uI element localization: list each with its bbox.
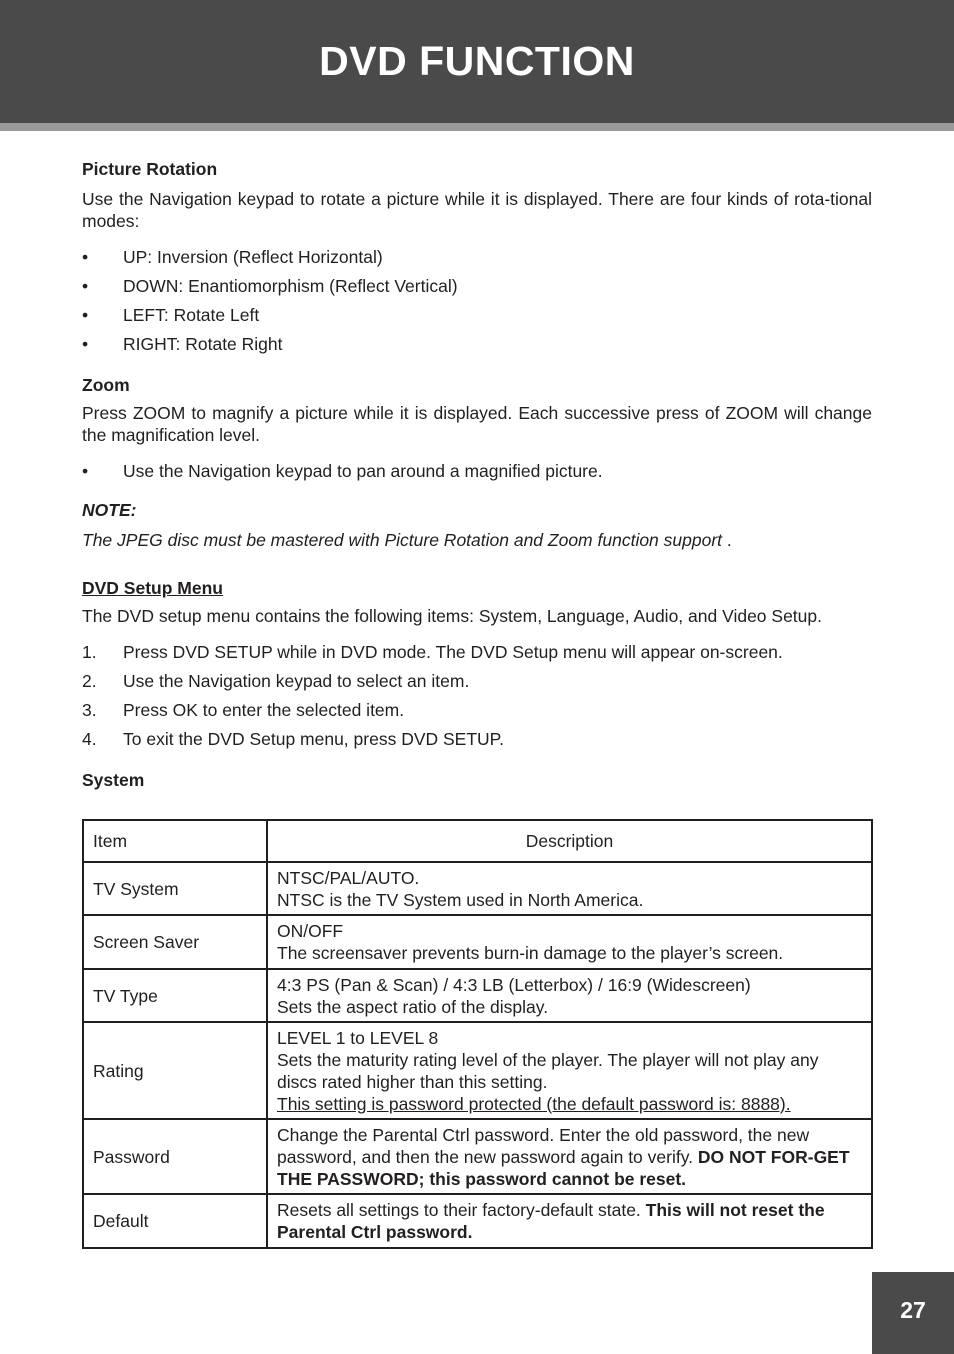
- column-header-item: Item: [83, 820, 267, 862]
- row-description: ON/OFF The screensaver prevents burn-in damage to the player’s screen.: [267, 915, 872, 969]
- table-row: [83, 1119, 872, 1194]
- table-header-row: [83, 820, 872, 862]
- list-item: 2. Use the Navigation keypad to select an item.: [82, 671, 470, 691]
- note-label: NOTE:: [82, 500, 137, 520]
- list-item: • RIGHT: Rotate Right: [82, 334, 283, 354]
- list-item: • Use the Navigation keypad to pan around a magnified picture.: [82, 461, 603, 481]
- list-item: 4. To exit the DVD Setup menu, press DVD SETUP.: [82, 729, 504, 749]
- setup-steps: [82, 641, 872, 757]
- page-number: 27: [872, 1272, 954, 1354]
- row-item: Rating: [83, 1022, 267, 1119]
- row-item: TV Type: [83, 969, 267, 1022]
- section-heading-zoom: Zoom: [82, 375, 130, 395]
- rotation-body: Use the Navigation keypad to rotate a picture while it is displayed. There are four kinds of rota-tional modes:: [82, 189, 872, 231]
- section-heading-system: System: [82, 770, 145, 790]
- row-item: TV System: [83, 862, 267, 915]
- list-item: 3. Press OK to enter the selected item.: [82, 700, 405, 720]
- list-item: 1. Press DVD SETUP while in DVD mode. The DVD Setup menu will appear on-screen.: [82, 642, 783, 662]
- column-header-description: Description: [267, 820, 872, 862]
- page-content: [82, 158, 872, 791]
- row-description: 4:3 PS (Pan & Scan) / 4:3 LB (Letterbox) / 16:9 (Widescreen) Sets the aspect ratio of the display.: [267, 969, 872, 1022]
- list-item: • LEFT: Rotate Left: [82, 305, 260, 325]
- header-rule: [0, 123, 954, 131]
- system-table: [82, 819, 873, 1249]
- row-description: NTSC/PAL/AUTO. NTSC is the TV System used in North America.: [267, 862, 872, 915]
- section-heading-setup: DVD Setup Menu: [82, 578, 223, 598]
- row-description: Change the Parental Ctrl password. Enter the old password, the new password, and then the new password again to verify. DO NOT FOR-GET THE PASSWORD; this password cannot be reset.: [267, 1119, 872, 1194]
- zoom-body: Press ZOOM to magnify a picture while it is displayed. Each successive press of ZOOM will change the magnification level.: [82, 403, 872, 445]
- row-item: Default: [83, 1194, 267, 1248]
- section-heading-rotation: Picture Rotation: [82, 159, 218, 179]
- rotation-list: [82, 246, 872, 362]
- table-row: [83, 862, 872, 915]
- table-row: [83, 915, 872, 969]
- table-row: [83, 1194, 872, 1248]
- table-row: [83, 1022, 872, 1119]
- zoom-list: [82, 460, 872, 489]
- table-row: [83, 969, 872, 1022]
- list-item: • DOWN: Enantiomorphism (Reflect Vertical): [82, 276, 458, 296]
- note-text: The JPEG disc must be mastered with Picture Rotation and Zoom function support .: [82, 530, 732, 550]
- row-description: Resets all settings to their factory-default state. This will not reset the Parental Ctrl password.: [267, 1194, 872, 1248]
- row-description: LEVEL 1 to LEVEL 8 Sets the maturity rating level of the player. The player will not play any discs rated higher than this setting. This setting is password protected (the default password is: 8888).: [267, 1022, 872, 1119]
- list-item: • UP: Inversion (Reflect Horizontal): [82, 247, 383, 267]
- page-title: DVD FUNCTION: [319, 38, 635, 84]
- row-item: Screen Saver: [83, 915, 267, 969]
- row-item: Password: [83, 1119, 267, 1194]
- setup-body: The DVD setup menu contains the following items: System, Language, Audio, and Video Setup.: [82, 606, 822, 626]
